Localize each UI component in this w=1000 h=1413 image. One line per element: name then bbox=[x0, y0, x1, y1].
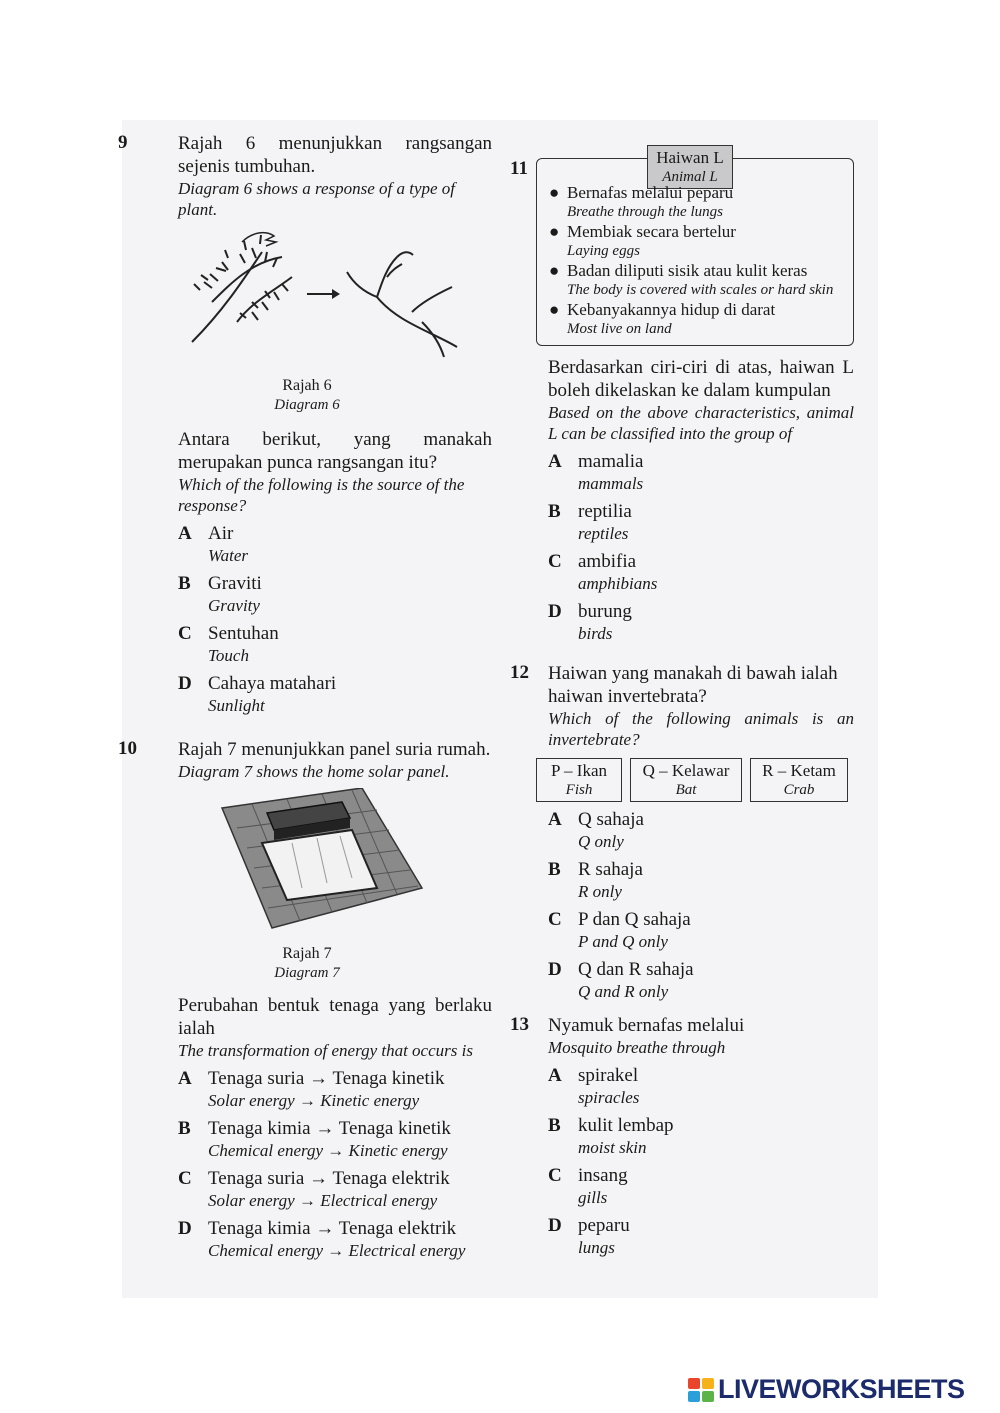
animal-box-q: Q – Kelawar Bat bbox=[630, 758, 742, 802]
answer-option[interactable]: C Tenaga suria → Tenaga elektrik Solar energy → Electrical energy bbox=[178, 1168, 450, 1210]
diagram-caption-en: Diagram 7 bbox=[274, 965, 340, 981]
question-text-en: Based on the above characteristics, animal L can be classified into the group of bbox=[548, 403, 854, 443]
arrow-icon: → bbox=[327, 1241, 345, 1260]
plant-response-diagram bbox=[182, 222, 462, 372]
question-stem-en: Diagram 6 shows a response of a type of plant. bbox=[178, 179, 456, 219]
answer-option[interactable]: A spirakel spiracles bbox=[548, 1065, 640, 1107]
question-text-en: Which of the following is the source of the response? bbox=[178, 475, 465, 515]
question-12 bbox=[510, 662, 854, 1002]
arrow-icon: → bbox=[327, 1141, 345, 1160]
question-text-ms: Haiwan yang manakah di bawah ialah haiwan invertebrata? bbox=[548, 663, 838, 707]
question-stem-ms: Rajah 7 menunjukkan panel suria rumah. bbox=[178, 739, 491, 760]
answer-option[interactable]: B Tenaga kimia → Tenaga kinetik Chemical energy → Kinetic energy bbox=[178, 1118, 451, 1160]
logo-square-icon bbox=[702, 1391, 714, 1402]
question-number: 9 bbox=[118, 132, 128, 153]
animal-l-box bbox=[536, 148, 854, 346]
question-number: 13 bbox=[510, 1014, 529, 1035]
answer-option[interactable]: A Tenaga suria → Tenaga kinetik Solar energy → Kinetic energy bbox=[178, 1068, 445, 1110]
liveworksheets-logo-text: LIVEWORKSHEETS bbox=[718, 1374, 965, 1404]
solar-panel-diagram bbox=[192, 788, 432, 938]
question-9 bbox=[118, 132, 492, 716]
right-column bbox=[510, 120, 854, 1257]
question-text-ms: Berdasarkan ciri-ciri di atas, haiwan L boleh dikelaskan ke dalam kumpulan bbox=[548, 357, 854, 401]
question-text-ms: Antara berikut, yang manakah merupakan punca rangsangan itu? bbox=[178, 429, 492, 473]
bullet-icon: ● bbox=[549, 261, 560, 280]
answer-option[interactable]: C P dan Q sahaja P and Q only bbox=[548, 909, 691, 951]
animal-box-r: R – Ketam Crab bbox=[750, 758, 848, 802]
diagram-caption-ms: Rajah 7 bbox=[282, 945, 332, 962]
arrow-icon: → bbox=[309, 1068, 329, 1089]
question-text-ms: Perubahan bentuk tenaga yang berlaku ialah bbox=[178, 995, 492, 1039]
answer-option[interactable]: D Tenaga kimia → Tenaga elektrik Chemical energy → Electrical energy bbox=[178, 1218, 466, 1260]
arrow-icon: → bbox=[309, 1168, 329, 1189]
animal-box-p: P – Ikan Fish bbox=[536, 758, 622, 802]
question-13 bbox=[510, 1014, 854, 1258]
question-number: 10 bbox=[118, 738, 137, 759]
bullet-icon: ● bbox=[549, 300, 560, 319]
diagram-caption-en: Diagram 6 bbox=[274, 397, 340, 413]
trait-item: ● Kebanyakannya hidup di darat Most live on land bbox=[549, 300, 776, 337]
trait-item: ● Bernafas melalui peparu Breathe through the lungs bbox=[549, 183, 734, 220]
answer-option[interactable]: C insang gills bbox=[548, 1165, 628, 1207]
left-column bbox=[118, 120, 492, 1260]
bullet-icon: ● bbox=[549, 183, 560, 202]
bullet-icon: ● bbox=[549, 222, 560, 241]
liveworksheets-logo-icon bbox=[688, 1378, 714, 1402]
arrow-icon: → bbox=[298, 1191, 316, 1210]
answer-option[interactable]: A Air Water bbox=[178, 523, 248, 565]
question-number: 12 bbox=[510, 662, 529, 683]
question-text-ms: Nyamuk bernafas melalui bbox=[548, 1015, 745, 1036]
answer-option[interactable]: D Cahaya matahari Sunlight bbox=[178, 673, 337, 715]
answer-option[interactable]: C ambifia amphibians bbox=[548, 551, 658, 593]
answer-option[interactable]: B reptilia reptiles bbox=[548, 501, 632, 543]
diagram-caption-ms: Rajah 6 bbox=[282, 377, 332, 394]
question-stem-en: Diagram 7 shows the home solar panel. bbox=[178, 762, 450, 781]
arrow-icon: → bbox=[298, 1091, 316, 1110]
trait-item: ● Badan diliputi sisik atau kulit keras The body is covered with scales or hard skin bbox=[549, 261, 834, 298]
question-text-en: Which of the following animals is an invertebrate? bbox=[548, 709, 854, 749]
answer-option[interactable]: B kulit lembap moist skin bbox=[548, 1115, 674, 1157]
answer-option[interactable]: D peparu lungs bbox=[548, 1215, 630, 1257]
answer-option[interactable]: A Q sahaja Q only bbox=[548, 809, 644, 851]
question-text-en: Mosquito breathe through bbox=[548, 1038, 726, 1057]
answer-option[interactable]: C Sentuhan Touch bbox=[178, 623, 279, 665]
question-text-en: The transformation of energy that occurs is bbox=[178, 1041, 473, 1060]
arrow-icon: → bbox=[315, 1118, 335, 1139]
logo-square-icon bbox=[702, 1378, 714, 1389]
question-11 bbox=[510, 148, 854, 644]
question-stem-ms: Rajah 6 menunjukkan rangsangan sejenis tumbuhan. bbox=[178, 133, 492, 177]
answer-option[interactable]: B R sahaja R only bbox=[548, 859, 643, 901]
arrow-icon: → bbox=[315, 1218, 335, 1239]
answer-option[interactable]: B Graviti Gravity bbox=[178, 573, 262, 615]
question-10 bbox=[118, 738, 492, 1261]
worksheet-page bbox=[118, 120, 878, 1298]
question-number: 11 bbox=[510, 158, 528, 179]
liveworksheets-logo[interactable] bbox=[688, 1374, 965, 1405]
animal-boxes bbox=[536, 758, 854, 802]
answer-option[interactable]: A mamalia mammals bbox=[548, 451, 644, 493]
trait-item: ● Membiak secara bertelur Laying eggs bbox=[549, 222, 736, 259]
logo-square-icon bbox=[688, 1378, 700, 1389]
animal-l-title: Haiwan L Animal L bbox=[647, 145, 733, 189]
answer-option[interactable]: D burung birds bbox=[548, 601, 632, 643]
logo-square-icon bbox=[688, 1391, 700, 1402]
answer-option[interactable]: D Q dan R sahaja Q and R only bbox=[548, 959, 694, 1001]
